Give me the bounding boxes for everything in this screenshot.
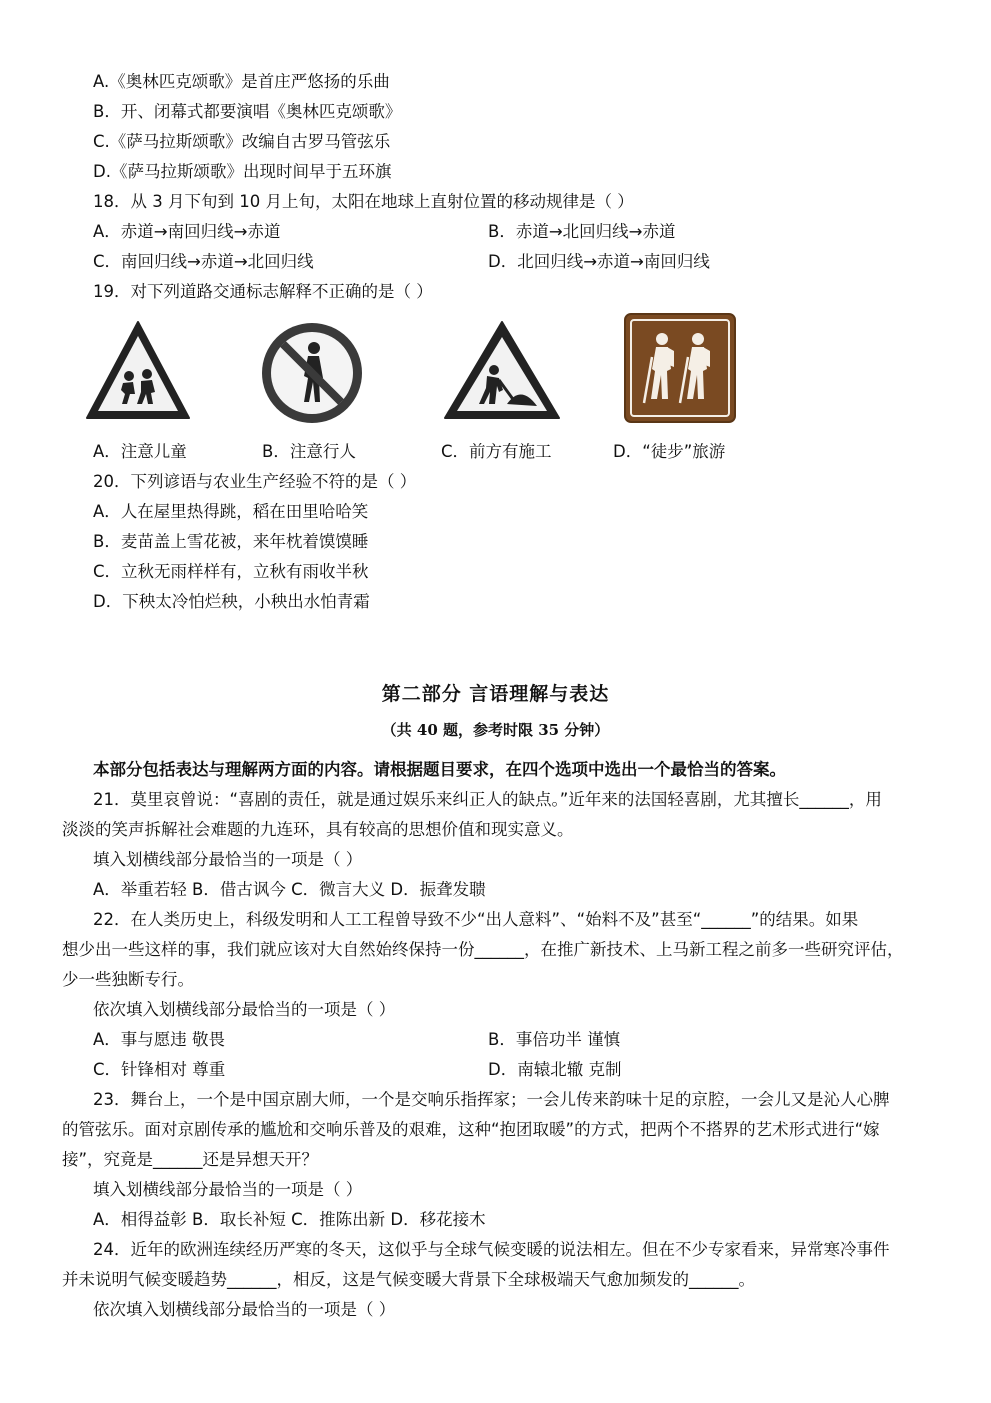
- q22-option-b: B．事倍功半 谨慎: [488, 1030, 621, 1049]
- q21-stem-line2: 淡淡的笑声拆解社会难题的九连环，具有较高的思想价值和现实意义。: [62, 820, 574, 839]
- q21-stem-line1: 21．莫里哀曾说：“喜剧的责任，就是通过娱乐来纠正人的缺点。”近年来的法国轻喜剧，尤其擅长______，用: [93, 790, 882, 809]
- q24-stem-line1: 24．近年的欧洲连续经历严寒的冬天，这似乎与全球气候变暖的说法相左。但在不少专家看来，异常寒冷事件: [93, 1240, 890, 1259]
- q22-option-c: C．针锋相对 尊重: [93, 1060, 226, 1079]
- q23-prompt: 填入划横线部分最恰当的一项是（ ）: [93, 1180, 363, 1199]
- q20-option-b: B．麦苗盖上雪花被，来年枕着馍馍睡: [93, 532, 369, 551]
- q20-option-c: C．立秋无雨样样有，立秋有雨收半秋: [93, 562, 369, 581]
- road-work-sign-icon: [441, 318, 563, 422]
- q24-prompt: 依次填入划横线部分最恰当的一项是（ ）: [93, 1300, 396, 1319]
- q22-option-d: D．南辕北辙 克制: [488, 1060, 622, 1079]
- children-warning-sign-icon: [83, 318, 193, 422]
- q22-stem-line3: 少一些独断专行。: [62, 970, 194, 989]
- q20-stem: 20．下列谚语与农业生产经验不符的是（ ）: [93, 472, 417, 491]
- q21-prompt: 填入划横线部分最恰当的一项是（ ）: [93, 850, 363, 869]
- q22-option-a: A．事与愿违 敬畏: [93, 1030, 226, 1049]
- q23-stem-line3: 接”，究竟是______还是异想天开？: [62, 1150, 319, 1169]
- q19-option-c: C．前方有施工: [441, 442, 552, 461]
- q21-options: A．举重若轻 B．借古讽今 C．微言大义 D．振聋发聩: [93, 880, 486, 899]
- q17-option-b: B．开、闭幕式都要演唱《奥林匹克颂歌》: [93, 102, 402, 121]
- hiking-sign-icon: [624, 313, 736, 423]
- no-pedestrians-sign-icon: [259, 320, 365, 426]
- q19-stem: 19．对下列道路交通标志解释不正确的是（ ）: [93, 282, 433, 301]
- q17-option-c: C.《萨马拉斯颂歌》改编自古罗马管弦乐: [93, 132, 391, 151]
- q23-stem-line2: 的管弦乐。面对京剧传承的尴尬和交响乐普及的艰难，这种“抱团取暖”的方式，把两个不搭界的艺术形式进行“嫁: [62, 1120, 880, 1139]
- section-title: 第二部分 言语理解与表达: [381, 683, 610, 705]
- q23-stem-line1: 23．舞台上，一个是中国京剧大师，一个是交响乐指挥家；一会儿传来韵味十足的京腔，一会儿又是沁人心脾: [93, 1090, 890, 1109]
- q20-option-d: D．下秧太冷怕烂秧，小秧出水怕青霜: [93, 592, 370, 611]
- q20-option-a: A．人在屋里热得跳，稻在田里哈哈笑: [93, 502, 369, 521]
- q17-option-a: A.《奥林匹克颂歌》是首庄严悠扬的乐曲: [93, 72, 390, 91]
- q22-stem-line1: 22．在人类历史上，科级发明和人工工程曾导致不少“出人意料”、“始料不及”甚至“______”的结果。如果: [93, 910, 859, 929]
- q19-option-b: B．注意行人: [262, 442, 356, 461]
- q18-option-b: B．赤道→北回归线→赤道: [488, 222, 676, 241]
- q18-option-d: D．北回归线→赤道→南回归线: [488, 252, 710, 271]
- q18-option-c: C．南回归线→赤道→北回归线: [93, 252, 314, 271]
- q19-option-a: A．注意儿童: [93, 442, 187, 461]
- q18-stem: 18．从 3 月下旬到 10 月上旬，太阳在地球上直射位置的移动规律是（ ）: [93, 192, 634, 211]
- section-intro: 本部分包括表达与理解两方面的内容。请根据题目要求，在四个选项中选出一个最恰当的答案。: [93, 760, 786, 779]
- q22-stem-line2: 想少出一些这样的事，我们就应该对大自然始终保持一份______，在推广新技术、上马新工程之前多一些研究评估，: [62, 940, 904, 959]
- q19-option-d: D．“徒步”旅游: [613, 442, 726, 461]
- q23-options: A．相得益彰 B．取长补短 C．推陈出新 D．移花接木: [93, 1210, 486, 1229]
- q24-stem-line2: 并未说明气候变暖趋势______，相反，这是气候变暖大背景下全球极端天气愈加频发的______。: [62, 1270, 755, 1289]
- q17-option-d: D.《萨马拉斯颂歌》出现时间早于五环旗: [93, 162, 392, 181]
- q22-prompt: 依次填入划横线部分最恰当的一项是（ ）: [93, 1000, 396, 1019]
- q18-option-a: A．赤道→南回归线→赤道: [93, 222, 281, 241]
- section-note: （共 40 题，参考时限 35 分钟）: [381, 721, 610, 739]
